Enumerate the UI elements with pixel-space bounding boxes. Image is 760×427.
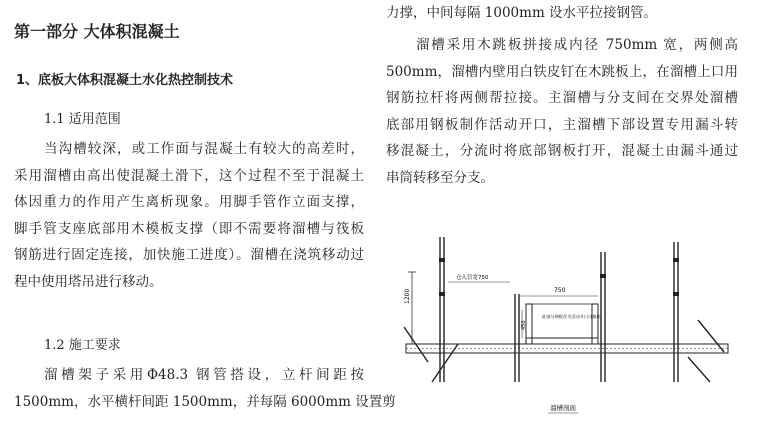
figure-caption: 溜槽剖面 — [550, 404, 576, 412]
dim-top-label: 750 — [554, 287, 566, 294]
subsection-1-2-paragraph — [14, 362, 396, 415]
section-title: 1、底板大体积混凝土水化热控制技术 — [16, 73, 234, 88]
paragraph-line: 移混凝土，分流时将底部钢板打开，混凝土由漏斗通过 — [386, 143, 738, 160]
paragraph-line: 溜槽采用木跳板拼接成内径 750mm 宽，两侧高 — [416, 37, 738, 53]
paragraph-line: 串筒转移至分支。 — [386, 169, 494, 186]
subsection-1-2-heading: 1.2 施工要求 — [44, 338, 121, 353]
paragraph-line: 程中使用塔吊进行移动。 — [14, 273, 163, 290]
paragraph-line: 体因重力的作用产生离析现象。用脚手管作立面支撑， — [14, 194, 364, 211]
part-title: 第一部分 大体积混凝土 — [14, 22, 180, 41]
continued-paragraph — [386, 0, 738, 26]
paragraph-line: 力撑，中间每隔 1000mm 设水平拉接钢管。 — [386, 5, 658, 21]
paragraph-line: 底部用钢板制作活动开口，主溜槽下部设置专用漏斗转 — [386, 116, 738, 133]
chute-section-figure — [398, 232, 734, 423]
paragraph-line: 钢筋拉杆将两侧帮拉接。主溜槽与分支间在交界处溜槽 — [386, 90, 738, 107]
dim-width-label: 仓入管宽750 — [456, 275, 489, 281]
paragraph-line: 脚手管支座底部用木模板支撑（即不需要将溜槽与筏板 — [14, 220, 364, 237]
paragraph-line: 1500mm，水平横杆间距 1500mm，并每隔 6000mm 设置剪 — [14, 393, 396, 410]
dim-left-label: 1200 — [404, 288, 411, 304]
chute-paragraph — [386, 32, 738, 192]
diagonal-braces — [404, 320, 724, 382]
paragraph-line: 溜槽架子采用Φ48.3 钢管搭设，立杆间距按 — [44, 367, 364, 383]
paragraph-line: 钢筋进行固定连接，加快施工进度）。溜槽在浇筑移动过 — [14, 247, 364, 264]
chute-trough — [520, 287, 601, 344]
subsection-1-1-paragraph — [14, 136, 364, 296]
subsection-1-1-heading: 1.1 适用范围 — [44, 112, 121, 127]
paragraph-line: 采用溜槽由高出使混凝土滑下，这个过程不至于混凝土 — [14, 167, 364, 184]
chute-note: 此部分钢板作为活动开口可抽出 — [542, 314, 601, 319]
paragraph-line: 当沟槽较深，或工作面与混凝土有较大的高差时， — [44, 141, 364, 157]
dim-side-label: 450 — [521, 320, 527, 330]
paragraph-line: 500mm，溜槽内壁用白铁皮钉在木跳板上，在溜槽上口用 — [386, 63, 738, 80]
scaffold-poles — [440, 237, 678, 382]
